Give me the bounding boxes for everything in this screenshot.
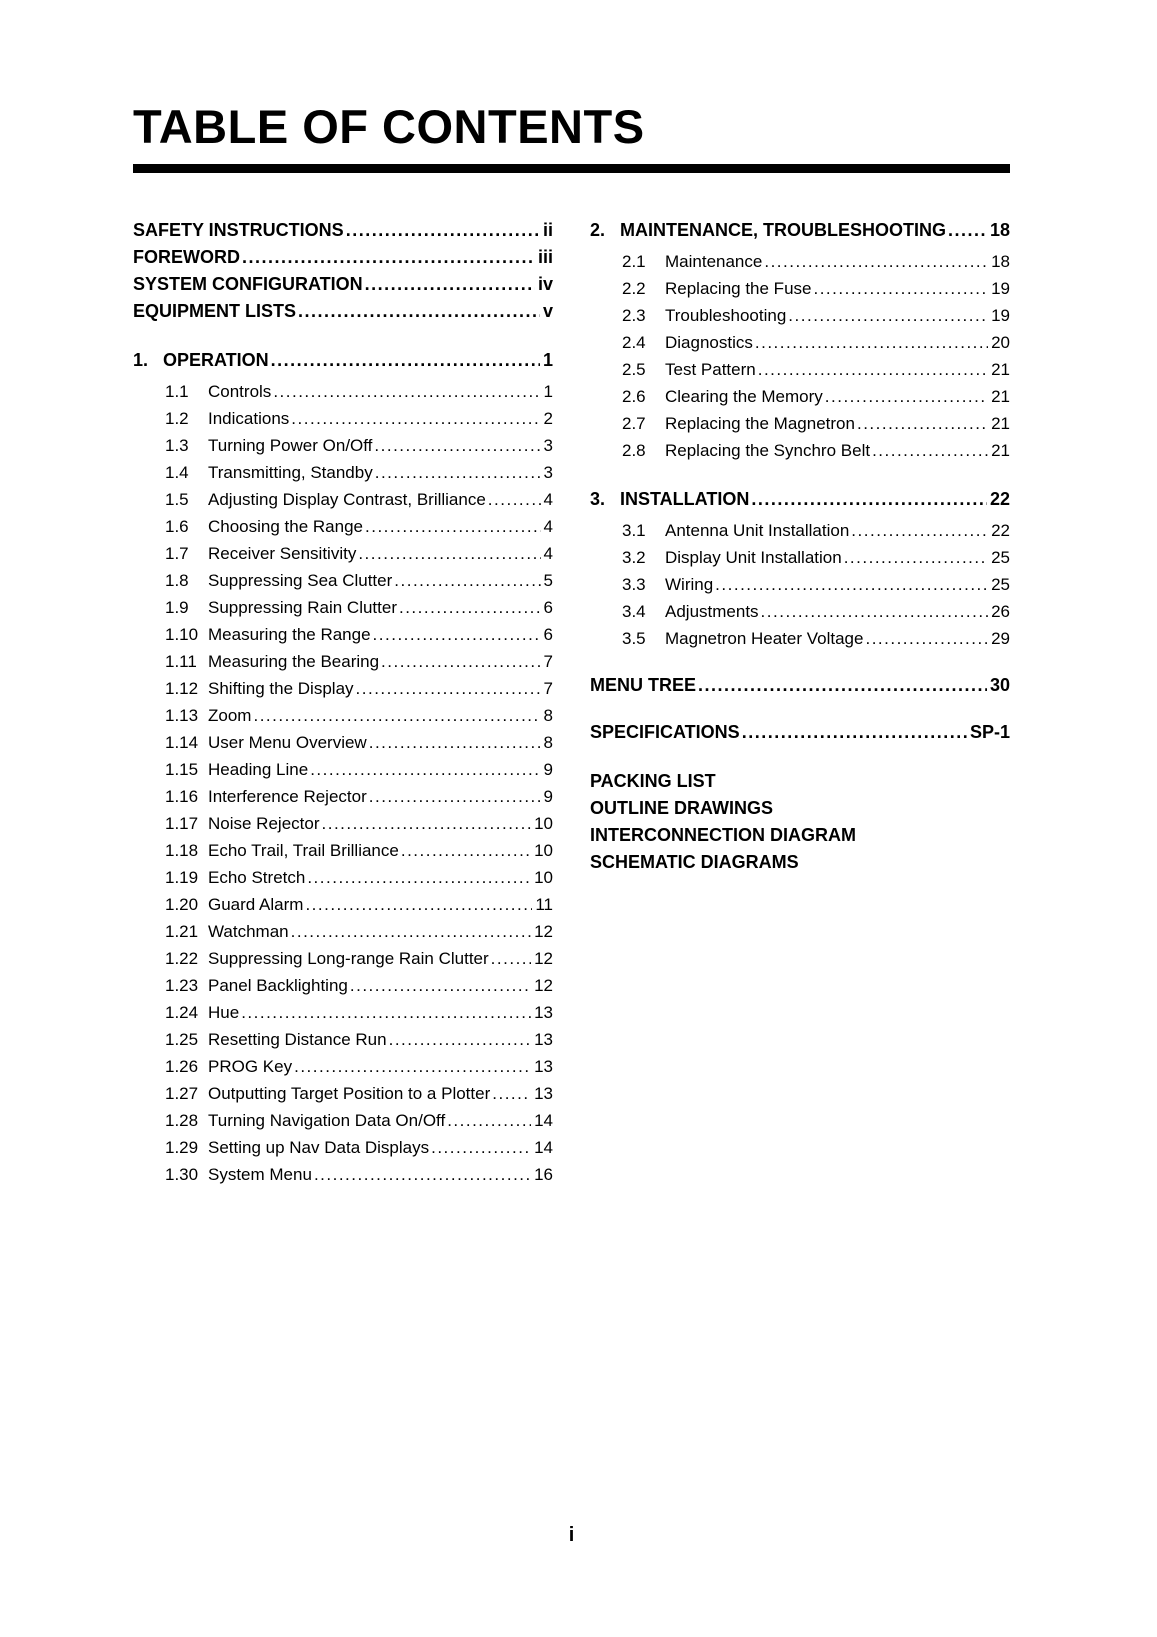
- entry-page: 19: [991, 306, 1010, 326]
- entry-page: 21: [991, 387, 1010, 407]
- toc-entry: [590, 356, 1010, 383]
- dot-leader: [273, 378, 540, 405]
- entry-page: 10: [534, 841, 553, 861]
- dot-leader: [401, 837, 531, 864]
- section-number: 2.: [590, 220, 606, 241]
- entry-label: PACKING LIST: [590, 771, 716, 792]
- toc-entry: [133, 486, 553, 513]
- section-installation: [590, 486, 1010, 652]
- dot-leader: [291, 405, 540, 432]
- toc-entry: [133, 918, 553, 945]
- entry-number: 3.1: [622, 521, 646, 541]
- entry-label: Indications: [208, 409, 290, 429]
- toc-entry: [590, 517, 1010, 544]
- dot-leader: [431, 1134, 531, 1161]
- entry-label: Maintenance: [665, 252, 763, 272]
- section-title: INSTALLATION: [620, 489, 750, 510]
- entry-label: SCHEMATIC DIAGRAMS: [590, 852, 799, 873]
- toc-entry: [133, 837, 553, 864]
- entry-label: Shifting the Display: [208, 679, 354, 699]
- toc-entry: [133, 891, 553, 918]
- entry-number: 1.24: [165, 1003, 199, 1023]
- dot-leader: [369, 729, 541, 756]
- entry-page: 4: [543, 517, 553, 537]
- entry-number: 1.6: [165, 517, 189, 537]
- entry-page: 14: [534, 1138, 553, 1158]
- toc-entry: [133, 1026, 553, 1053]
- toc-entry: [133, 244, 553, 271]
- toc-entry: [133, 217, 553, 244]
- dot-leader: [844, 544, 988, 571]
- entry-label: Suppressing Sea Clutter: [208, 571, 393, 591]
- entry-number: 1.26: [165, 1057, 199, 1077]
- dot-leader: [356, 675, 541, 702]
- toc-entry: [590, 719, 1010, 746]
- toc-entry: [133, 864, 553, 891]
- footer-page-number: i: [568, 1524, 575, 1546]
- entry-label: Panel Backlighting: [208, 976, 348, 996]
- right-column: [590, 217, 1010, 1188]
- entry-number: 1.14: [165, 733, 199, 753]
- entry-page: 13: [534, 1084, 553, 1104]
- dot-leader: [369, 783, 541, 810]
- dot-leader: [761, 598, 989, 625]
- entry-page: 18: [991, 252, 1010, 272]
- dot-leader: [755, 329, 988, 356]
- dot-leader: [857, 410, 988, 437]
- entry-page: 3: [543, 463, 553, 483]
- entry-label: Display Unit Installation: [665, 548, 842, 568]
- entry-label: Zoom: [208, 706, 252, 726]
- entry-number: 1.2: [165, 409, 189, 429]
- toc-entry: [133, 648, 553, 675]
- entry-number: 1.17: [165, 814, 199, 834]
- toc-entry: [133, 810, 553, 837]
- toc-entry: [133, 945, 553, 972]
- entry-label: PROG Key: [208, 1057, 293, 1077]
- entry-label: Replacing the Synchro Belt: [665, 441, 871, 461]
- dot-leader: [488, 486, 541, 513]
- entry-number: 2.6: [622, 387, 646, 407]
- dot-leader: [310, 756, 540, 783]
- section-page: 22: [989, 489, 1010, 510]
- toc-entry: [133, 756, 553, 783]
- entry-number: 3.4: [622, 602, 646, 622]
- section-heading: [590, 217, 1010, 244]
- entry-label: Antenna Unit Installation: [665, 521, 850, 541]
- dot-leader: [365, 271, 535, 298]
- dot-leader: [314, 1161, 531, 1188]
- entry-page: 25: [991, 548, 1010, 568]
- entry-number: 1.7: [165, 544, 189, 564]
- entry-label: Outputting Target Position to a Plotter: [208, 1084, 491, 1104]
- entry-number: 3.2: [622, 548, 646, 568]
- entry-label: INTERCONNECTION DIAGRAM: [590, 825, 856, 846]
- dot-leader: [305, 891, 532, 918]
- entry-label: Measuring the Range: [208, 625, 371, 645]
- entry-number: 1.3: [165, 436, 189, 456]
- dot-leader: [291, 918, 531, 945]
- entry-number: 1.25: [165, 1030, 199, 1050]
- entry-page: 4: [543, 544, 553, 564]
- entry-label: Resetting Distance Run: [208, 1030, 387, 1050]
- section-heading: [133, 347, 553, 374]
- dot-leader: [865, 625, 988, 652]
- entry-label: Replacing the Magnetron: [665, 414, 855, 434]
- entry-page: iii: [537, 247, 553, 268]
- toc-entry: [590, 329, 1010, 356]
- entry-number: 1.22: [165, 949, 199, 969]
- appendices-list: [590, 768, 1010, 876]
- entry-label: Wiring: [665, 575, 714, 595]
- dot-leader: [374, 432, 540, 459]
- dot-leader: [394, 567, 540, 594]
- entry-label: System Menu: [208, 1165, 312, 1185]
- toc-entry: [133, 405, 553, 432]
- section-maintenance: [590, 217, 1010, 464]
- entry-number: 3.5: [622, 629, 646, 649]
- title-rule: [133, 164, 1010, 173]
- dot-leader: [242, 244, 535, 271]
- dot-leader: [373, 621, 541, 648]
- entry-number: 1.20: [165, 895, 199, 915]
- toc-entry: [133, 972, 553, 999]
- toc-entry: [133, 567, 553, 594]
- toc-entry: [590, 598, 1010, 625]
- dot-leader: [253, 702, 540, 729]
- entry-page: 10: [534, 868, 553, 888]
- toc-entry: [133, 783, 553, 810]
- entry-number: 1.21: [165, 922, 199, 942]
- entry-page: 13: [534, 1030, 553, 1050]
- entry-label: Heading Line: [208, 760, 309, 780]
- entry-page: 30: [989, 675, 1010, 696]
- toc-entry: [133, 271, 553, 298]
- entry-label: SAFETY INSTRUCTIONS: [133, 220, 344, 241]
- entry-label: SPECIFICATIONS: [590, 722, 740, 743]
- entry-label: Setting up Nav Data Displays: [208, 1138, 430, 1158]
- toc-entry: [590, 571, 1010, 598]
- dot-leader: [825, 383, 988, 410]
- toc-entry: [590, 248, 1010, 275]
- dot-leader: [381, 648, 540, 675]
- toc-entry: [133, 729, 553, 756]
- toc-entry: [133, 459, 553, 486]
- entry-page: 11: [535, 895, 553, 915]
- entry-number: 2.2: [622, 279, 646, 299]
- toc-entry: [590, 822, 1010, 849]
- entry-page: 10: [534, 814, 553, 834]
- entry-label: MENU TREE: [590, 675, 697, 696]
- dot-leader: [813, 275, 988, 302]
- entry-label: SYSTEM CONFIGURATION: [133, 274, 363, 295]
- dot-leader: [872, 437, 988, 464]
- entry-page: 9: [543, 787, 553, 807]
- entry-number: 1.12: [165, 679, 199, 699]
- dot-leader: [788, 302, 988, 329]
- dot-leader: [375, 459, 541, 486]
- entry-label: Diagnostics: [665, 333, 753, 353]
- entry-page: 12: [534, 922, 553, 942]
- entry-label: Turning Power On/Off: [208, 436, 373, 456]
- dot-leader: [758, 356, 988, 383]
- toc-entry: [133, 1107, 553, 1134]
- toc-entry: [590, 544, 1010, 571]
- entry-page: 26: [991, 602, 1010, 622]
- entry-number: 1.15: [165, 760, 199, 780]
- back-matter-list: [590, 672, 1010, 746]
- entry-page: 13: [534, 1057, 553, 1077]
- entry-page: 5: [543, 571, 553, 591]
- entry-page: iv: [537, 274, 553, 295]
- entry-page: 14: [534, 1111, 553, 1131]
- entry-page: 21: [991, 360, 1010, 380]
- entry-label: Guard Alarm: [208, 895, 304, 915]
- entry-page: SP-1: [969, 722, 1010, 743]
- toc-entry: [133, 1080, 553, 1107]
- entry-number: 1.10: [165, 625, 199, 645]
- entry-number: 1.13: [165, 706, 199, 726]
- entry-label: EQUIPMENT LISTS: [133, 301, 297, 322]
- toc-entry: [590, 672, 1010, 699]
- entry-label: Transmitting, Standby: [208, 463, 373, 483]
- dot-leader: [764, 248, 988, 275]
- toc-entry: [133, 378, 553, 405]
- entry-page: 21: [991, 414, 1010, 434]
- page-title: TABLE OF CONTENTS: [133, 100, 645, 153]
- entry-page: v: [542, 301, 553, 322]
- entry-page: 9: [543, 760, 553, 780]
- entry-label: Choosing the Range: [208, 517, 364, 537]
- entry-page: 6: [543, 625, 553, 645]
- entry-number: 2.1: [622, 252, 646, 272]
- dot-leader: [271, 347, 540, 374]
- dot-leader: [851, 517, 988, 544]
- toc-entry: [590, 795, 1010, 822]
- entry-page: 2: [543, 409, 553, 429]
- entry-label: Suppressing Long-range Rain Clutter: [208, 949, 489, 969]
- entry-page: 7: [543, 679, 553, 699]
- dot-leader: [241, 999, 531, 1026]
- dot-leader: [322, 810, 532, 837]
- section-number: 3.: [590, 489, 606, 510]
- toc-entry: [590, 275, 1010, 302]
- entry-label: Replacing the Fuse: [665, 279, 812, 299]
- entry-page: 12: [534, 949, 553, 969]
- dot-leader: [698, 672, 987, 699]
- entry-number: 1.23: [165, 976, 199, 996]
- entry-label: Interference Rejector: [208, 787, 367, 807]
- entry-number: 1.18: [165, 841, 199, 861]
- dot-leader: [358, 540, 540, 567]
- left-column: [133, 217, 553, 1188]
- entry-page: ii: [542, 220, 553, 241]
- entry-number: 1.11: [165, 652, 197, 672]
- entry-label: Turning Navigation Data On/Off: [208, 1111, 446, 1131]
- entry-number: 1.4: [165, 463, 189, 483]
- section-title: MAINTENANCE, TROUBLESHOOTING: [620, 220, 946, 241]
- section-heading: [590, 486, 1010, 513]
- entry-number: 2.4: [622, 333, 646, 353]
- section-title: OPERATION: [163, 350, 269, 371]
- entry-number: 2.3: [622, 306, 646, 326]
- entry-label: Suppressing Rain Clutter: [208, 598, 397, 618]
- toc-entry: [133, 1161, 553, 1188]
- entry-page: 25: [991, 575, 1010, 595]
- entry-page: 29: [991, 629, 1010, 649]
- entry-number: 1.27: [165, 1084, 199, 1104]
- entry-page: 6: [543, 598, 553, 618]
- entry-label: Watchman: [208, 922, 289, 942]
- entry-label: Receiver Sensitivity: [208, 544, 357, 564]
- entry-page: 8: [543, 706, 553, 726]
- entry-number: 2.5: [622, 360, 646, 380]
- entry-label: Magnetron Heater Voltage: [665, 629, 864, 649]
- toc-entry: [590, 383, 1010, 410]
- toc-entry: [590, 410, 1010, 437]
- toc-entry: [133, 298, 553, 325]
- toc-entry: [133, 1053, 553, 1080]
- entry-label: OUTLINE DRAWINGS: [590, 798, 773, 819]
- dot-leader: [298, 298, 540, 325]
- toc-entry: [590, 302, 1010, 329]
- toc-entry: [590, 625, 1010, 652]
- entry-page: 7: [543, 652, 553, 672]
- entry-number: 2.8: [622, 441, 646, 461]
- toc-entry: [133, 675, 553, 702]
- dot-leader: [346, 217, 540, 244]
- toc-entry: [590, 437, 1010, 464]
- section-installation-entries: [590, 517, 1010, 652]
- dot-leader: [365, 513, 541, 540]
- entry-number: 1.8: [165, 571, 189, 591]
- entry-number: 1.19: [165, 868, 199, 888]
- section-operation: [133, 347, 553, 1188]
- entry-page: 21: [991, 441, 1010, 461]
- section-page: 1: [542, 350, 553, 371]
- toc-entry: [133, 1134, 553, 1161]
- entry-label: Clearing the Memory: [665, 387, 823, 407]
- entry-label: Hue: [208, 1003, 240, 1023]
- entry-label: Controls: [208, 382, 272, 402]
- dot-leader: [491, 945, 531, 972]
- entry-page: 3: [543, 436, 553, 456]
- entry-page: 1: [543, 382, 553, 402]
- entry-number: 3.3: [622, 575, 646, 595]
- entry-label: Echo Trail, Trail Brilliance: [208, 841, 399, 861]
- entry-number: 2.7: [622, 414, 646, 434]
- entry-page: 19: [991, 279, 1010, 299]
- entry-number: 1.16: [165, 787, 199, 807]
- dot-leader: [399, 594, 541, 621]
- section-operation-entries: [133, 378, 553, 1188]
- toc-columns: [133, 217, 1010, 1188]
- entry-page: 16: [534, 1165, 553, 1185]
- toc-entry: [133, 999, 553, 1026]
- entry-label: Adjusting Display Contrast, Brilliance: [208, 490, 486, 510]
- entry-page: 13: [534, 1003, 553, 1023]
- entry-number: 1.30: [165, 1165, 199, 1185]
- toc-entry: [133, 540, 553, 567]
- entry-page: 8: [543, 733, 553, 753]
- entry-page: 4: [543, 490, 553, 510]
- toc-entry: [590, 768, 1010, 795]
- entry-page: 12: [534, 976, 553, 996]
- entry-number: 1.9: [165, 598, 189, 618]
- entry-label: FOREWORD: [133, 247, 240, 268]
- entry-label: User Menu Overview: [208, 733, 367, 753]
- entry-label: Echo Stretch: [208, 868, 306, 888]
- section-page: 18: [989, 220, 1010, 241]
- toc-entry: [133, 594, 553, 621]
- entry-number: 1.5: [165, 490, 189, 510]
- toc-entry: [133, 702, 553, 729]
- dot-leader: [742, 719, 967, 746]
- dot-leader: [350, 972, 531, 999]
- dot-leader: [307, 864, 531, 891]
- section-maintenance-entries: [590, 248, 1010, 464]
- dot-leader: [751, 486, 987, 513]
- dot-leader: [492, 1080, 531, 1107]
- dot-leader: [294, 1053, 531, 1080]
- toc-entry: [133, 432, 553, 459]
- entry-number: 1.1: [165, 382, 189, 402]
- dot-leader: [948, 217, 987, 244]
- toc-entry: [133, 513, 553, 540]
- entry-label: Adjustments: [665, 602, 759, 622]
- dot-leader: [447, 1107, 531, 1134]
- front-matter-list: [133, 217, 553, 325]
- entry-page: 20: [991, 333, 1010, 353]
- toc-entry: [590, 849, 1010, 876]
- entry-label: Measuring the Bearing: [208, 652, 380, 672]
- entry-page: 22: [991, 521, 1010, 541]
- dot-leader: [389, 1026, 531, 1053]
- entry-label: Troubleshooting: [665, 306, 787, 326]
- dot-leader: [715, 571, 988, 598]
- entry-number: 1.29: [165, 1138, 199, 1158]
- entry-number: 1.28: [165, 1111, 199, 1131]
- entry-label: Noise Rejector: [208, 814, 320, 834]
- section-number: 1.: [133, 350, 149, 371]
- entry-label: Test Pattern: [665, 360, 756, 380]
- toc-entry: [133, 621, 553, 648]
